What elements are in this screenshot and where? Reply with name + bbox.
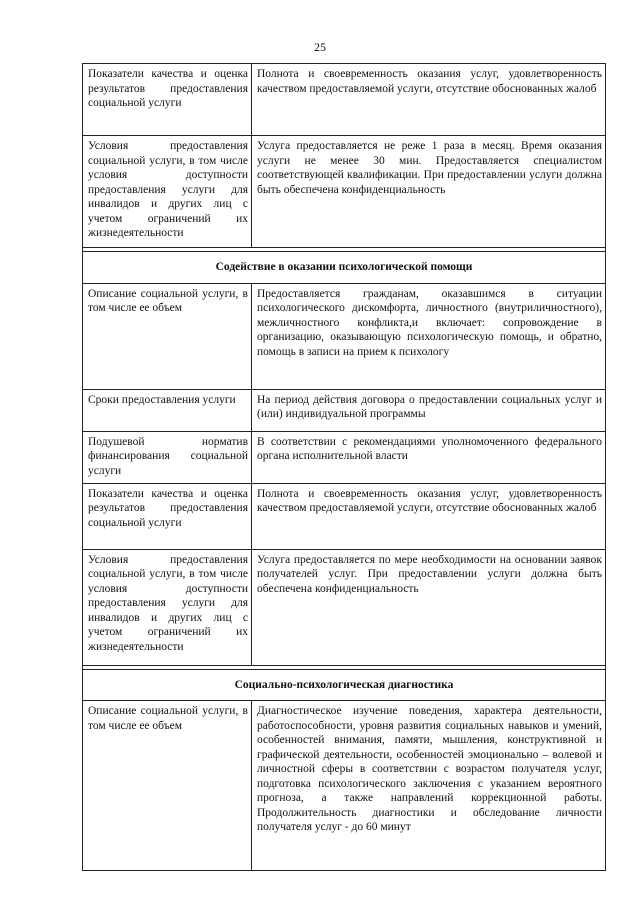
row-label: Подушевой норматив финансирования социальной услуги	[83, 431, 252, 483]
row-label: Описание социальной услуги, в том числе ее объем	[83, 283, 252, 389]
row-value: В соответствии с рекомендациями уполномоченного федерального органа исполнительной власти	[252, 431, 606, 483]
row-value: Полнота и своевременность оказания услуг, удовлетворенность качеством предоставляемой услуги, отсутствие обоснованных жалоб	[252, 64, 606, 136]
section-header-row	[83, 669, 606, 701]
row-value: Диагностическое изучение поведения, характера деятельности, работоспособности, уровня развития социальных навыков и умений, особенностей внимания, памяти, мышления, конструктивной и графической деятельности, особенностей эмоционально – волевой и личностной сферы в соответствии с возрастом получателя услуг, подготовка психологического заключения с указанием вероятного прогноза, а также направлений коррекционной работы. Продолжительность диагностики и обследование личности получателя услуг - до 60 минут	[252, 701, 606, 871]
row-label: Условия предоставления социальной услуги, в том числе условия доступности предоставления услуги для инвалидов и других лиц с учетом ограничений их жизнедеятельности	[83, 136, 252, 248]
row-label: Описание социальной услуги, в том числе ее объем	[83, 701, 252, 871]
row-label: Показатели качества и оценка результатов предоставления социальной услуги	[83, 483, 252, 549]
row-label: Сроки предоставления услуги	[83, 389, 252, 431]
row-value: На период действия договора о предоставлении социальных услуг и (или) индивидуальной программы	[252, 389, 606, 431]
table-row	[83, 389, 606, 431]
table-row	[83, 431, 606, 483]
row-value: Услуга предоставляется по мере необходимости на основании заявок получателей услуг. При предоставлении услуги должна быть обеспечена конфиденциальность	[252, 549, 606, 665]
row-value: Услуга предоставляется не реже 1 раза в месяц. Время оказания услуги не менее 30 мин. Предоставляется специалистом соответствующей квалификации. При предоставлении услуги должна быть обеспечена конфиденциальность	[252, 136, 606, 248]
table-row	[83, 136, 606, 248]
row-label: Условия предоставления социальной услуги, в том числе условия доступности предоставления услуги для инвалидов и других лиц с учетом ограничений их жизнедеятельности	[83, 549, 252, 665]
table-row	[83, 701, 606, 871]
row-value: Предоставляется гражданам, оказавшимся в ситуации психологического дискомфорта, личностного (внутриличностного), межличностного конфликта,и включает: сопровождение в организацию, оказывающую психологическую помощь, и обратно, помощь в записи на прием к психологу	[252, 283, 606, 389]
table-row	[83, 549, 606, 665]
table-row	[83, 64, 606, 136]
row-label: Показатели качества и оценка результатов предоставления социальной услуги	[83, 64, 252, 136]
section-title: Социально-психологическая диагностика	[83, 669, 606, 701]
section-title: Содействие в оказании психологической помощи	[83, 252, 606, 284]
row-value: Полнота и своевременность оказания услуг, удовлетворенность качеством предоставляемой услуги, отсутствие обоснованных жалоб	[252, 483, 606, 549]
table-row	[83, 283, 606, 389]
section-header-row	[83, 252, 606, 284]
service-table	[82, 63, 606, 871]
page-number: 25	[314, 40, 326, 54]
table-row	[83, 483, 606, 549]
